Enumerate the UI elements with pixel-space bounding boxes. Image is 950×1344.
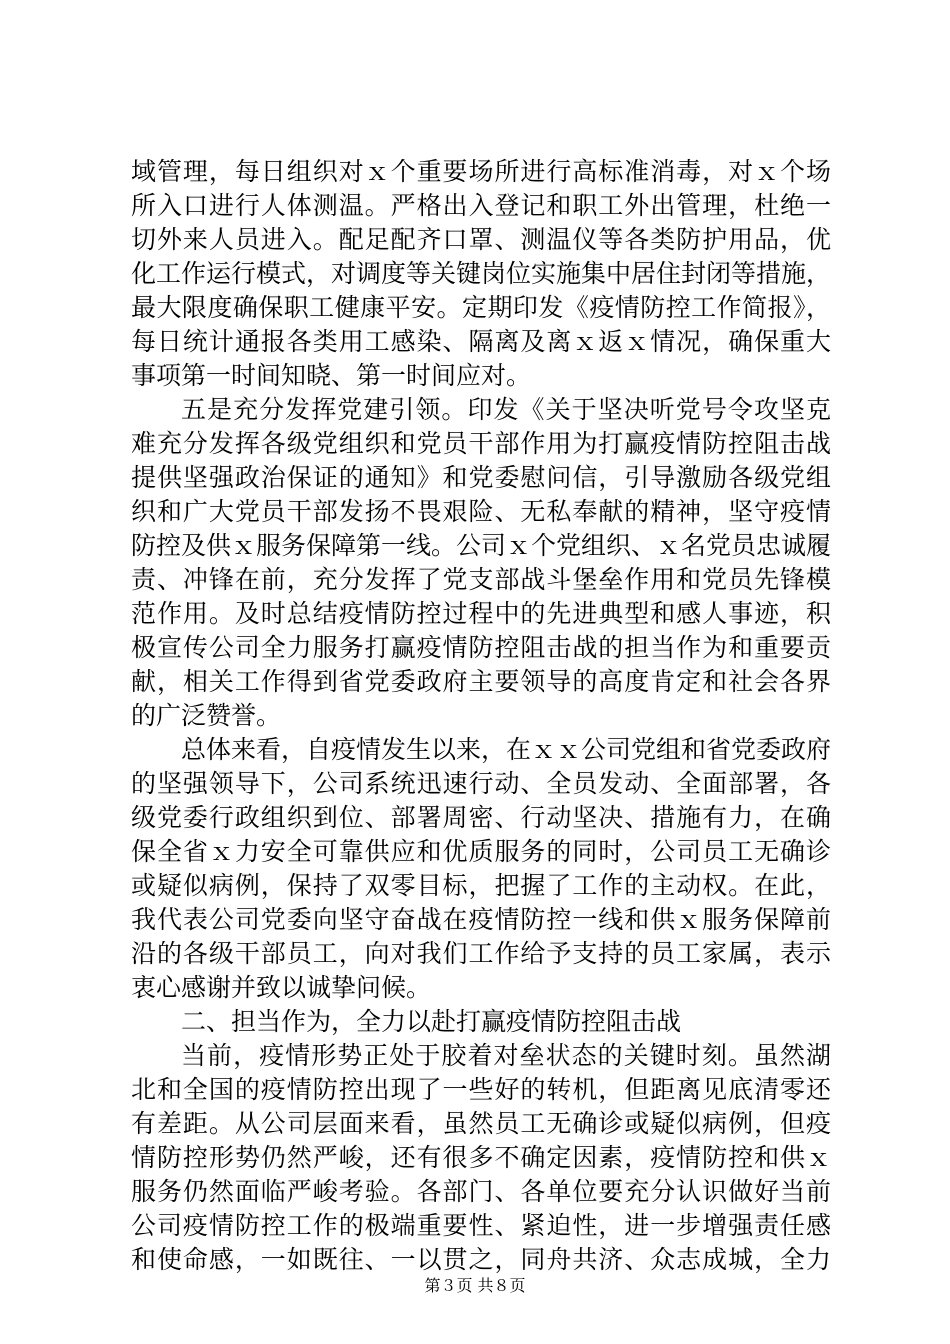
text-line: 服务仍然面临严峻考验。各部门、各单位要充分认识做好当前 xyxy=(131,1177,831,1206)
text-line: 二、担当作为，全力以赴打赢疫情防控阻击战 xyxy=(181,1007,682,1036)
text-line: 提供坚强政治保证的通知》和党委慰问信，引导激励各级党组 xyxy=(131,463,831,492)
text-line: 切外来人员进入。配足配齐口罩、测温仪等各类防护用品，优 xyxy=(131,225,831,254)
text-line: 总体来看，自疫情发生以来，在ｘｘ公司党组和省党委政府 xyxy=(181,735,831,764)
text-line: 范作用。及时总结疫情防控过程中的先进典型和感人事迹，积 xyxy=(131,599,831,628)
text-line: 和使命感，一如既往、一以贯之，同舟共济、众志成城，全力 xyxy=(131,1245,831,1274)
text-line: 的坚强领导下，公司系统迅速行动、全员发动、全面部署，各 xyxy=(131,769,831,798)
page-footer xyxy=(0,1275,950,1297)
page-number: 第３页 共８页 xyxy=(424,1276,526,1295)
text-line: 五是充分发挥党建引领。印发《关于坚决听党号令攻坚克 xyxy=(181,395,831,424)
text-line: 我代表公司党委向坚守奋战在疫情防控一线和供ｘ服务保障前 xyxy=(131,905,831,934)
text-line: 保全省ｘ力安全可靠供应和优质服务的同时，公司员工无确诊 xyxy=(131,837,831,866)
text-line: 域管理，每日组织对ｘ个重要场所进行高标准消毒，对ｘ个场 xyxy=(131,157,831,186)
text-line: 防控及供ｘ服务保障第一线。公司ｘ个党组织、ｘ名党员忠诚履 xyxy=(131,531,831,560)
text-line: 所入口进行人体测温。严格出入登记和职工外出管理，杜绝一 xyxy=(131,191,831,220)
text-line: 当前，疫情形势正处于胶着对垒状态的关键时刻。虽然湖 xyxy=(181,1041,831,1070)
text-line: 北和全国的疫情防控出现了一些好的转机，但距离见底清零还 xyxy=(131,1075,831,1104)
text-line: 沿的各级干部员工，向对我们工作给予支持的员工家属，表示 xyxy=(131,939,831,968)
text-line: 难充分发挥各级党组织和党员干部作用为打赢疫情防控阻击战 xyxy=(131,429,831,458)
text-line: 的广泛赞誉。 xyxy=(131,701,282,730)
document-body xyxy=(131,155,831,1277)
text-line: 最大限度确保职工健康平安。定期印发《疫情防控工作简报》， xyxy=(131,293,831,322)
text-line: 献，相关工作得到省党委政府主要领导的高度肯定和社会各界 xyxy=(131,667,831,696)
text-line: 情防控形势仍然严峻，还有很多不确定因素，疫情防控和供ｘ xyxy=(131,1143,831,1172)
text-line: 衷心感谢并致以诚挚问候。 xyxy=(131,973,432,1002)
text-line: 责、冲锋在前，充分发挥了党支部战斗堡垒作用和党员先锋模 xyxy=(131,565,831,594)
text-line: 公司疫情防控工作的极端重要性、紧迫性，进一步增强责任感 xyxy=(131,1211,831,1240)
text-line: 级党委行政组织到位、部署周密、行动坚决、措施有力，在确 xyxy=(131,803,831,832)
text-line: 织和广大党员干部发扬不畏艰险、无私奉献的精神，坚守疫情 xyxy=(131,497,831,526)
text-line: 或疑似病例，保持了双零目标，把握了工作的主动权。在此， xyxy=(131,871,831,900)
text-line: 极宣传公司全力服务打赢疫情防控阻击战的担当作为和重要贡 xyxy=(131,633,831,662)
text-line: 事项第一时间知晓、第一时间应对。 xyxy=(131,361,532,390)
text-line: 化工作运行模式，对调度等关键岗位实施集中居住封闭等措施， xyxy=(131,259,831,288)
text-line: 每日统计通报各类用工感染、隔离及离ｘ返ｘ情况，确保重大 xyxy=(131,327,831,356)
text-line: 有差距。从公司层面来看，虽然员工无确诊或疑似病例，但疫 xyxy=(131,1109,831,1138)
